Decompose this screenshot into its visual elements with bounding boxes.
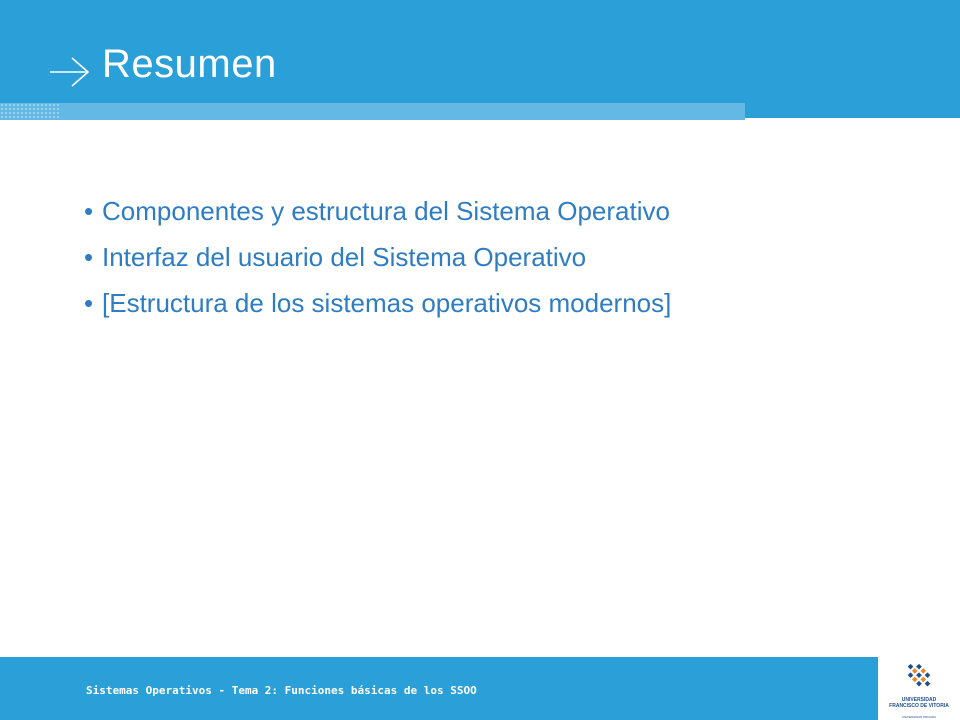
bullet-text: Interfaz del usuario del Sistema Operativo (102, 242, 587, 272)
bullet-glyph: • (84, 196, 94, 226)
bullet-item (84, 288, 671, 318)
bullet-text: [Estructura de los sistemas operativos modernos] (102, 288, 672, 318)
arrow-right-icon (48, 56, 90, 88)
bullet-list (84, 196, 671, 334)
slide-footer (0, 657, 878, 720)
logo-name-line1: UNIVERSIDAD (901, 697, 937, 703)
footer-text: Sistemas Operativos - Tema 2: Funciones básicas de los SSOO (86, 684, 477, 697)
logo-name (878, 697, 960, 709)
bullet-text: Componentes y estructura del Sistema Operativo (102, 196, 670, 226)
bullet-glyph: • (84, 288, 94, 318)
bullet-glyph: • (84, 242, 94, 272)
bullet-item (84, 242, 671, 272)
header-band (0, 103, 745, 120)
university-logo (878, 657, 960, 720)
header-dot-pattern (0, 103, 60, 120)
slide-title: Resumen (102, 42, 277, 86)
logo-name-line2: FRANCISCO DE VITORIA (889, 703, 949, 709)
bullet-item (84, 196, 671, 226)
university-logo-icon (900, 660, 938, 696)
logo-subtitle: UNIVERSIDAD PRIVADA (901, 715, 937, 719)
